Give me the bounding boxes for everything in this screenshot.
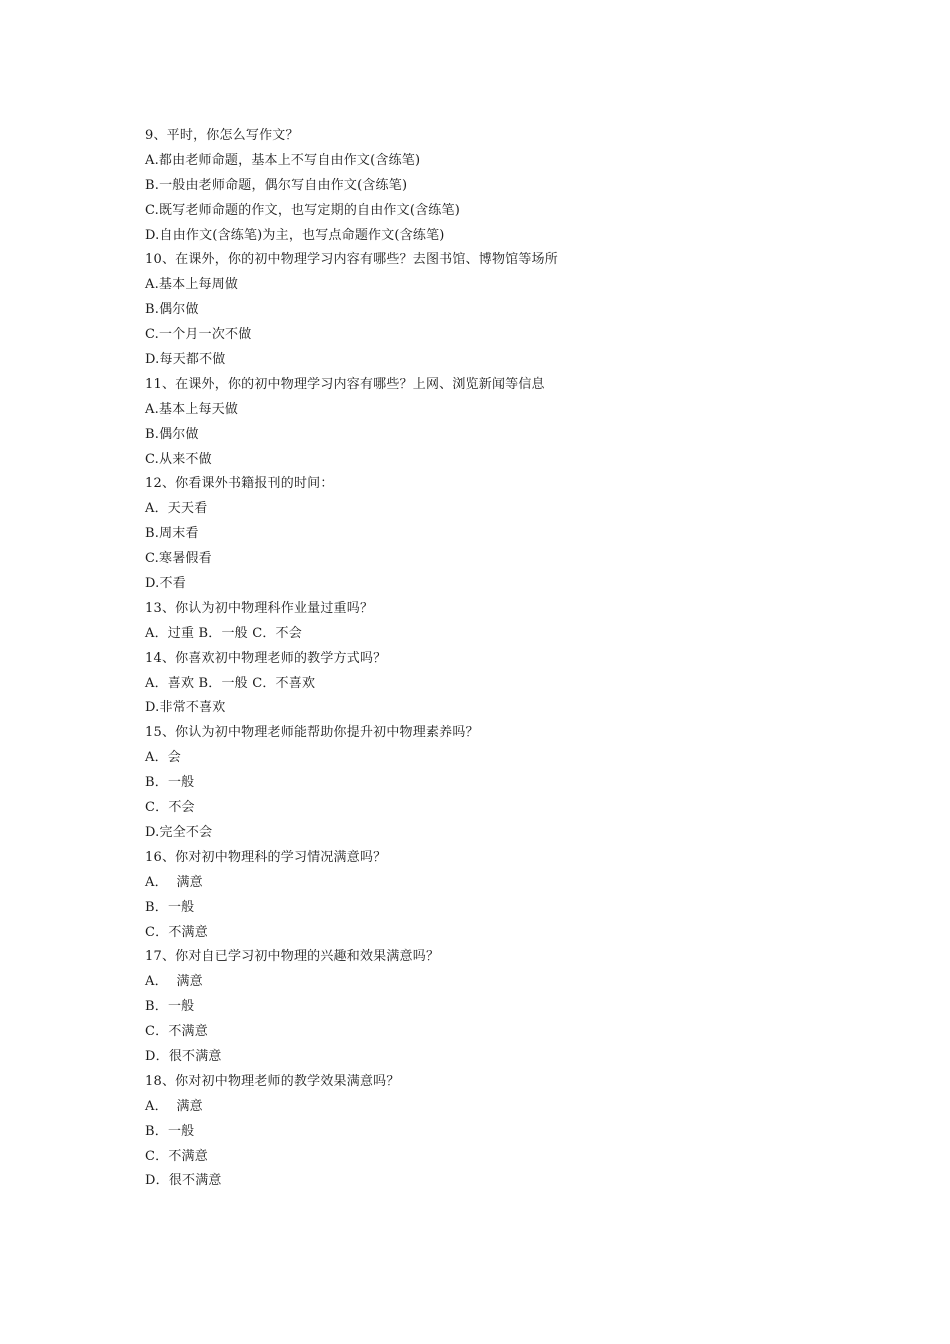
option-16b: B．一般 xyxy=(145,899,195,915)
option-18d: D．很不满意 xyxy=(145,1173,222,1189)
option-16c: C．不满意 xyxy=(145,924,208,940)
option-17c: C．不满意 xyxy=(145,1024,208,1040)
option-12c: C.寒暑假看 xyxy=(145,551,212,567)
option-15a: A．会 xyxy=(145,750,181,766)
option-17b: B．一般 xyxy=(145,999,195,1015)
option-11b: B.偶尔做 xyxy=(145,426,199,442)
option-18c: C．不满意 xyxy=(145,1148,208,1164)
option-10d: D.每天都不做 xyxy=(145,352,226,368)
questionnaire-text xyxy=(145,124,845,1194)
option-12d: D.不看 xyxy=(145,576,186,592)
option-10b: B.偶尔做 xyxy=(145,302,199,318)
question-12: 12、你看课外书籍报刊的时间： xyxy=(145,476,334,492)
option-9a: A.都由老师命题，基本上不写自由作文(含练笔) xyxy=(145,152,421,168)
option-12a: A．天天看 xyxy=(145,501,208,517)
option-11c: C.从来不做 xyxy=(145,451,212,467)
option-14d: D.非常不喜欢 xyxy=(145,700,226,716)
options-13: A．过重 B．一般 C．不会 xyxy=(145,625,302,641)
option-9b: B.一般由老师命题，偶尔写自由作文(含练笔) xyxy=(145,177,408,193)
question-11: 11、在课外，你的初中物理学习内容有哪些？上网、浏览新闻等信息 xyxy=(145,376,545,392)
option-12b: B.周末看 xyxy=(145,526,199,542)
question-16: 16、你对初中物理科的学习情况满意吗？ xyxy=(145,849,387,865)
option-17d: D．很不满意 xyxy=(145,1048,222,1064)
option-9c: C.既写老师命题的作文，也写定期的自由作文(含练笔) xyxy=(145,202,460,218)
option-11a: A.基本上每天做 xyxy=(145,401,239,417)
option-9d: D.自由作文(含练笔)为主，也写点命题作文(含练笔) xyxy=(145,227,445,243)
option-10a: A.基本上每周做 xyxy=(145,277,239,293)
options-14: A．喜欢 B．一般 C．不喜欢 xyxy=(145,675,316,691)
option-18b: B．一般 xyxy=(145,1123,195,1139)
option-10c: C.一个月一次不做 xyxy=(145,327,252,343)
option-18a: A． 满意 xyxy=(145,1098,203,1114)
option-16a: A． 满意 xyxy=(145,874,203,890)
question-9: 9、平时，你怎么写作文？ xyxy=(145,128,299,143)
option-15d: D.完全不会 xyxy=(145,824,213,840)
question-10: 10、在课外，你的初中物理学习内容有哪些？去图书馆、博物馆等场所 xyxy=(145,252,558,268)
question-14: 14、你喜欢初中物理老师的教学方式吗？ xyxy=(145,650,387,666)
question-17: 17、你对自已学习初中物理的兴趣和效果满意吗？ xyxy=(145,949,440,965)
question-18: 18、你对初中物理老师的教学效果满意吗？ xyxy=(145,1073,400,1089)
question-15: 15、你认为初中物理老师能帮助你提升初中物理素养吗？ xyxy=(145,725,479,741)
option-15c: C．不会 xyxy=(145,800,195,816)
option-17a: A． 满意 xyxy=(145,974,203,990)
option-15b: B．一般 xyxy=(145,775,195,791)
question-13: 13、你认为初中物理科作业量过重吗？ xyxy=(145,600,374,616)
